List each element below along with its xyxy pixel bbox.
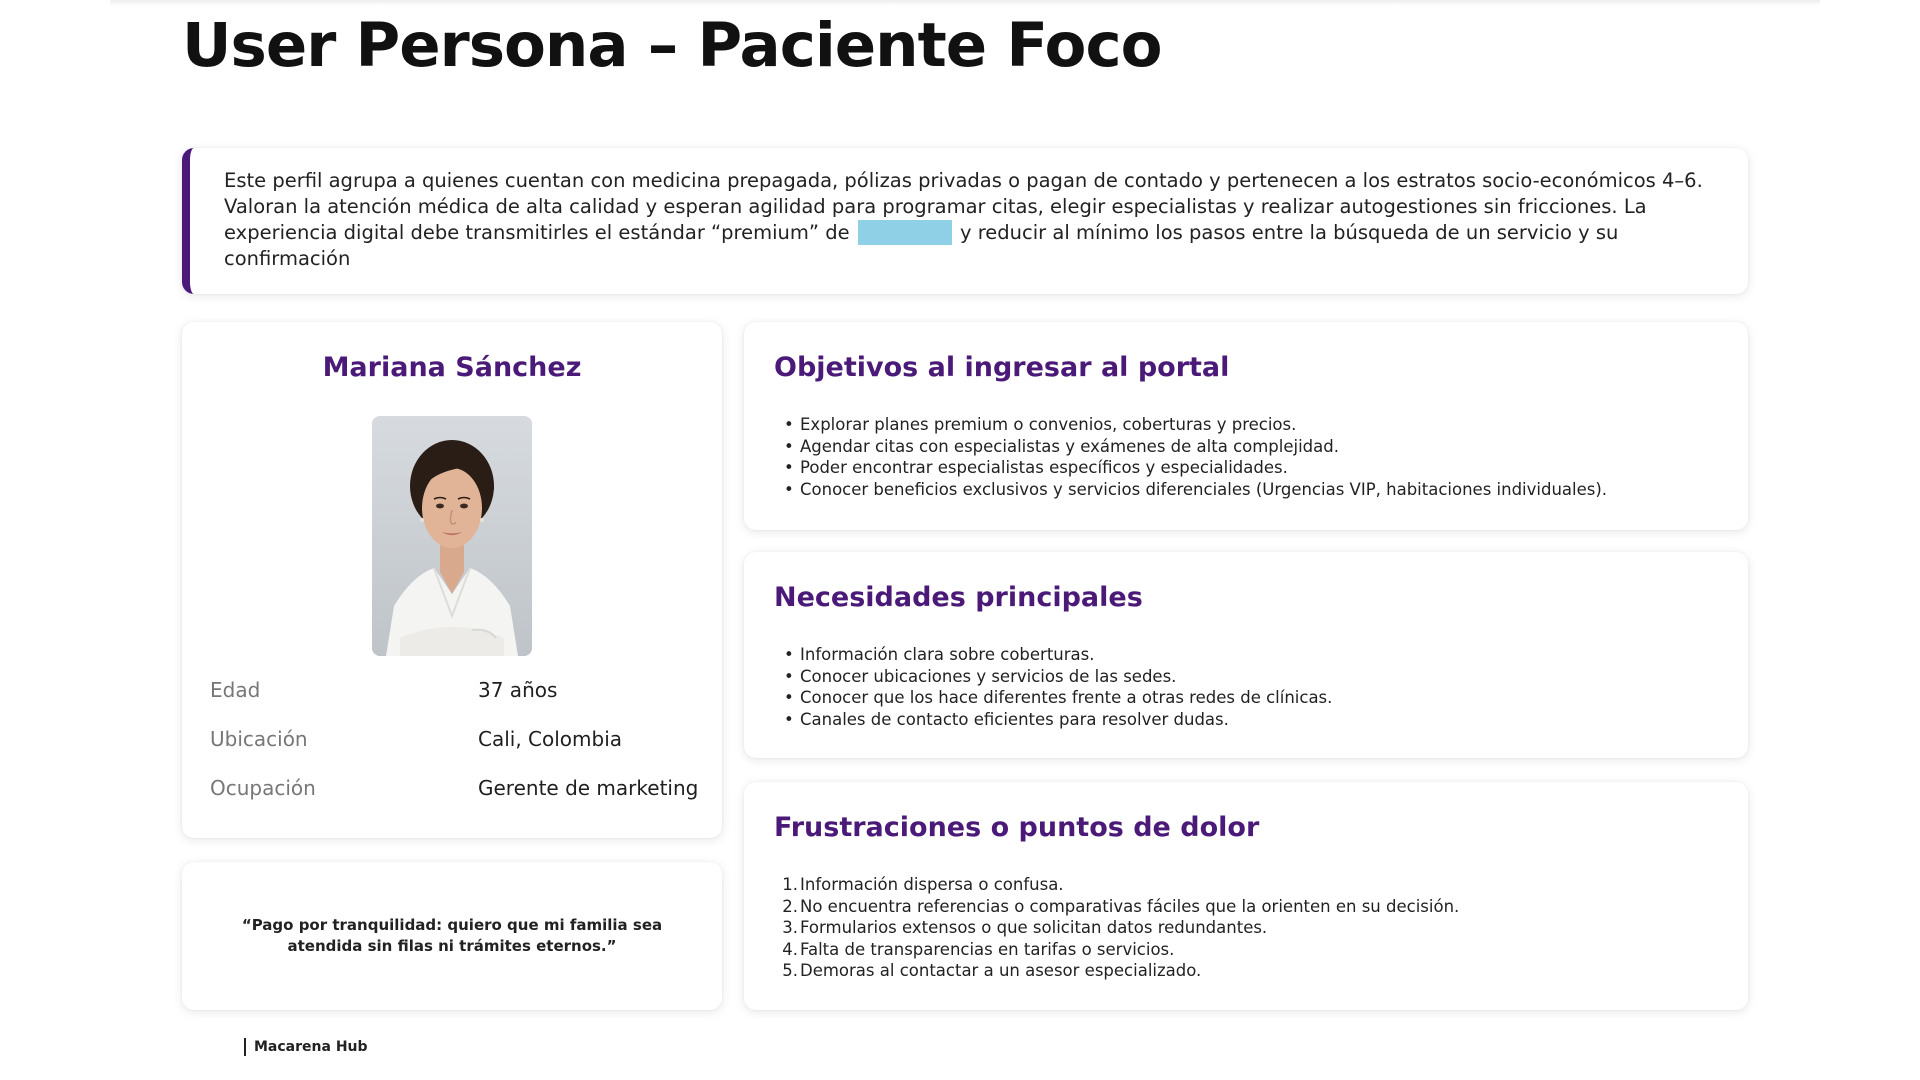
needs-card (744, 552, 1748, 758)
footer-brand-label: Macarena Hub (254, 1039, 368, 1055)
needs-title: Necesidades principales (774, 582, 1143, 613)
needs-list (800, 644, 1332, 730)
list-item-text: Formularios extensos o que solicitan datos redundantes. (800, 918, 1268, 937)
persona-quote: “Pago por tranquilidad: quiero que mi familia sea atendida sin filas ni trámites eternos.” (241, 916, 663, 955)
frustrations-title: Frustraciones o puntos de dolor (774, 812, 1260, 843)
list-item: • Poder encontrar especialistas específicos y especialidades. (800, 457, 1607, 479)
age-value: 37 años (478, 678, 558, 702)
list-item: • Conocer beneficios exclusivos y servicios diferenciales (Urgencias VIP, habitaciones individuales). (800, 479, 1607, 501)
frustrations-card (744, 782, 1748, 1010)
list-item: • Información clara sobre coberturas. (800, 644, 1332, 666)
list-number: 5. (782, 961, 798, 980)
objectives-card (744, 322, 1748, 530)
footer-brand (244, 1038, 368, 1056)
age-label: Edad (210, 678, 261, 702)
list-item: • Agendar citas con especialistas y exámenes de alta complejidad. (800, 436, 1607, 458)
occupation-value: Gerente de marketing (478, 776, 699, 800)
list-number: 2. (782, 896, 798, 916)
list-item-text: No encuentra referencias o comparativas fáciles que la orienten en su decisión. (800, 896, 1460, 916)
intro-text-before: Este perfil agrupa a quienes cuentan con medicina prepagada, pólizas privadas o pagan de contado y pertenecen a los estratos socio-económicos 4–6. Valoran la atención médica de alta calidad y esperan agilidad para programar citas, elegir especialistas y realizar autogestiones sin fricciones. La experiencia digital debe transmitirles el estándar “premium” de (224, 169, 1703, 244)
footer-divider (244, 1038, 246, 1056)
list-item-text: Información dispersa o confusa. (800, 875, 1064, 894)
quote-card (182, 862, 722, 1010)
list-number: 1. (782, 875, 798, 894)
list-number: 4. (782, 939, 798, 959)
page-title: User Persona – Paciente Foco (182, 10, 1162, 81)
frustrations-list (782, 874, 1460, 982)
list-item: • Conocer ubicaciones y servicios de las sedes. (800, 666, 1332, 688)
list-item-text: Demoras al contactar a un asesor especializado. (800, 961, 1202, 980)
persona-photo (372, 416, 532, 656)
profile-card (182, 322, 722, 838)
list-item (782, 960, 1459, 982)
list-item-text: Falta de transparencias en tarifas o servicios. (800, 939, 1175, 959)
list-item (782, 917, 1459, 939)
intro-text-after: y reducir al mínimo los pasos entre la búsqueda de un servicio y su confirmación (224, 221, 1619, 270)
location-label: Ubicación (210, 727, 308, 751)
list-item: • Conocer que los hace diferentes frente a otras redes de clínicas. (800, 687, 1332, 709)
portrait-illustration (372, 416, 532, 656)
list-number: 3. (782, 918, 798, 937)
objectives-title: Objetivos al ingresar al portal (774, 352, 1230, 383)
top-divider (110, 0, 1820, 6)
location-value: Cali, Colombia (478, 727, 623, 751)
list-item (782, 939, 1459, 961)
list-item: • Explorar planes premium o convenios, coberturas y precios. (800, 414, 1607, 436)
list-item (782, 896, 1460, 918)
list-item: • Canales de contacto eficientes para resolver dudas. (800, 709, 1332, 731)
occupation-label: Ocupación (210, 776, 316, 800)
list-item (782, 874, 1459, 896)
objectives-list (800, 414, 1607, 500)
redacted-brand-block (858, 220, 952, 245)
intro-card (182, 148, 1748, 294)
persona-name: Mariana Sánchez (322, 352, 582, 383)
